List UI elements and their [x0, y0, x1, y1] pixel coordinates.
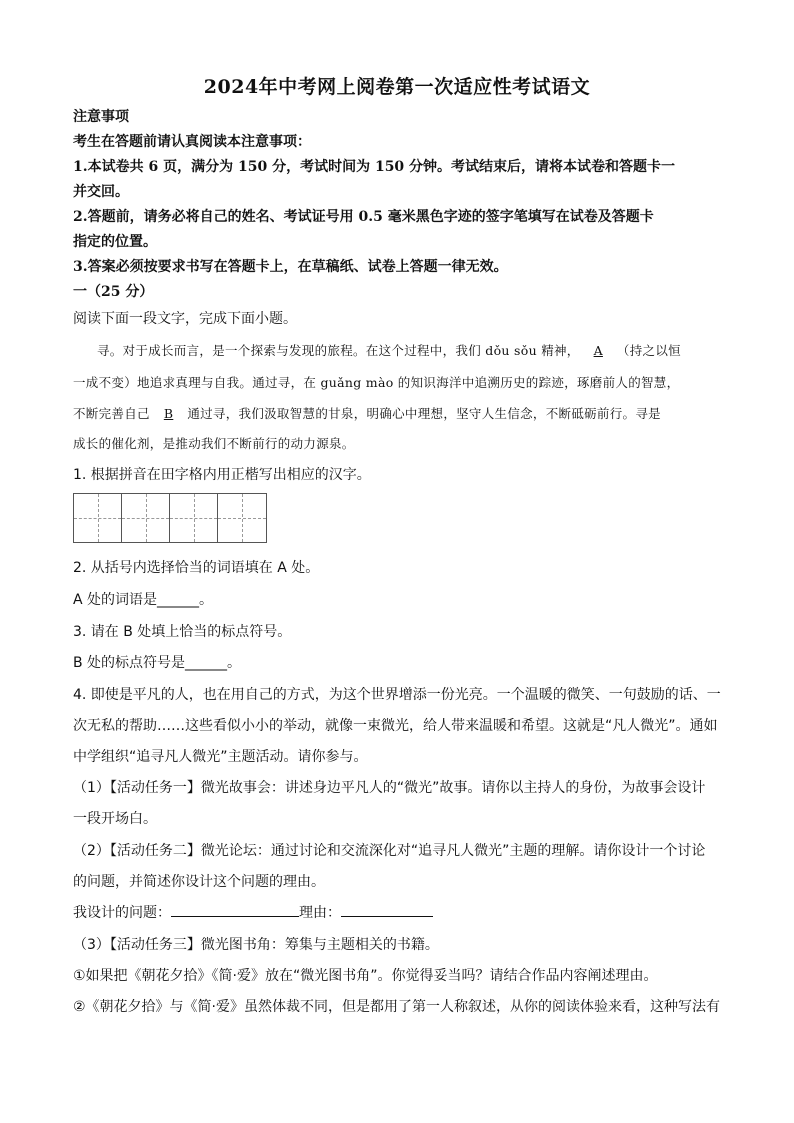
notice-intro: 考生在答题前请认真阅读本注意事项：	[73, 134, 311, 150]
question-1: 1. 根据拼音在田字格内用正楷写出相应的汉字。	[73, 467, 371, 483]
reason-label: 理由：	[299, 905, 341, 921]
question-2: 2. 从括号内选择恰当的词语填在 A 处。	[73, 560, 320, 576]
question-4-cont: 次无私的帮助……这些看似小小的举动，就像一束微光，给人带来温暖和希望。这就是“凡人微光”。通如	[73, 718, 718, 734]
passage-line-1	[97, 341, 733, 359]
task-2: （2）【活动任务二】微光论坛：通过讨论和交流深化对“追寻凡人微光”主题的理解。请你设计一个讨论	[73, 843, 706, 859]
grid-cell[interactable]	[122, 494, 170, 542]
blank-a: A	[593, 343, 603, 358]
page-title: 2024年中考网上阅卷第一次适应性考试语文	[203, 76, 591, 98]
section-heading: 一（25 分）	[73, 284, 154, 300]
reading-instruction: 阅读下面一段文字，完成下面小题。	[73, 311, 297, 327]
notice-item-3: 3.答案必须按要求书写在答题卡上，在草稿纸、试卷上答题一律无效。	[73, 259, 508, 275]
task-3-item-2: ②《朝花夕拾》与《简·爱》虽然体裁不同，但是都用了第一人称叙述，从你的阅读体验来看，这种写法有	[73, 999, 720, 1015]
question-3: 3. 请在 B 处填上恰当的标点符号。	[73, 624, 292, 640]
question-label: 我设计的问题：	[73, 905, 171, 921]
task-3-item-1: ①如果把《朝花夕拾》《简·爱》放在“微光图书角”。你觉得妥当吗？请结合作品内容阐述理由。	[73, 968, 658, 984]
passage-text: 通过寻，我们汲取智慧的甘泉，明确心中理想，坚守人生信念，不断砥砺前行。寻是	[187, 406, 661, 421]
question-4-cont: 中学组织“追寻凡人微光”主题活动。请你参与。	[73, 749, 368, 765]
grid-cell[interactable]	[74, 494, 122, 542]
tianzi-grid[interactable]	[73, 493, 267, 543]
passage-line-4: 成长的催化剂，是推动我们不断前行的动力源泉。	[73, 436, 355, 451]
question-3-answer: B 处的标点符号是______。	[73, 655, 242, 671]
notice-item-2: 2.答题前，请务必将自己的姓名、考试证号用 0.5 毫米黑色字迹的签字笔填写在试卷及答题卡	[73, 209, 654, 225]
task-2-answer-row	[73, 902, 733, 922]
notice-item-2-cont: 指定的位置。	[73, 234, 157, 250]
task-2-cont: 的问题，并简述你设计这个问题的理由。	[73, 874, 325, 890]
notice-heading: 注意事项	[73, 109, 129, 125]
passage-line-2: 一成不变）地追求真理与自我。通过寻，在 guǎng mào 的知识海洋中追溯历史的踪迹，琢磨前人的智慧，	[73, 375, 680, 390]
passage-text: （持之以恒	[616, 343, 681, 358]
question-2-answer: A 处的词语是______。	[73, 592, 214, 608]
passage-line-3	[73, 404, 733, 422]
grid-cell[interactable]	[170, 494, 218, 542]
reason-answer-line[interactable]	[341, 902, 433, 917]
blank-b: B	[163, 406, 174, 421]
task-1-cont: 一段开场白。	[73, 811, 157, 827]
grid-cell[interactable]	[218, 494, 266, 542]
question-4: 4. 即使是平凡的人，也在用自己的方式，为这个世界增添一份光亮。一个温暖的微笑、一句鼓励的话、一	[73, 687, 721, 703]
task-3: （3）【活动任务三】微光图书角：筹集与主题相关的书籍。	[73, 937, 439, 953]
task-1: （1）【活动任务一】微光故事会：讲述身边平凡人的“微光”故事。请你以主持人的身份，为故事会设计	[73, 780, 706, 796]
notice-item-1: 1.本试卷共 6 页，满分为 150 分，考试时间为 150 分钟。考试结束后，请将本试卷和答题卡一	[73, 159, 676, 175]
passage-text: 寻。对于成长而言，是一个探索与发现的旅程。在这个过程中，我们 dǒu sǒu 精神，	[97, 343, 580, 358]
question-answer-line[interactable]	[171, 902, 299, 917]
passage-text: 不断完善自己	[73, 406, 150, 421]
notice-item-1-cont: 并交回。	[73, 184, 129, 200]
